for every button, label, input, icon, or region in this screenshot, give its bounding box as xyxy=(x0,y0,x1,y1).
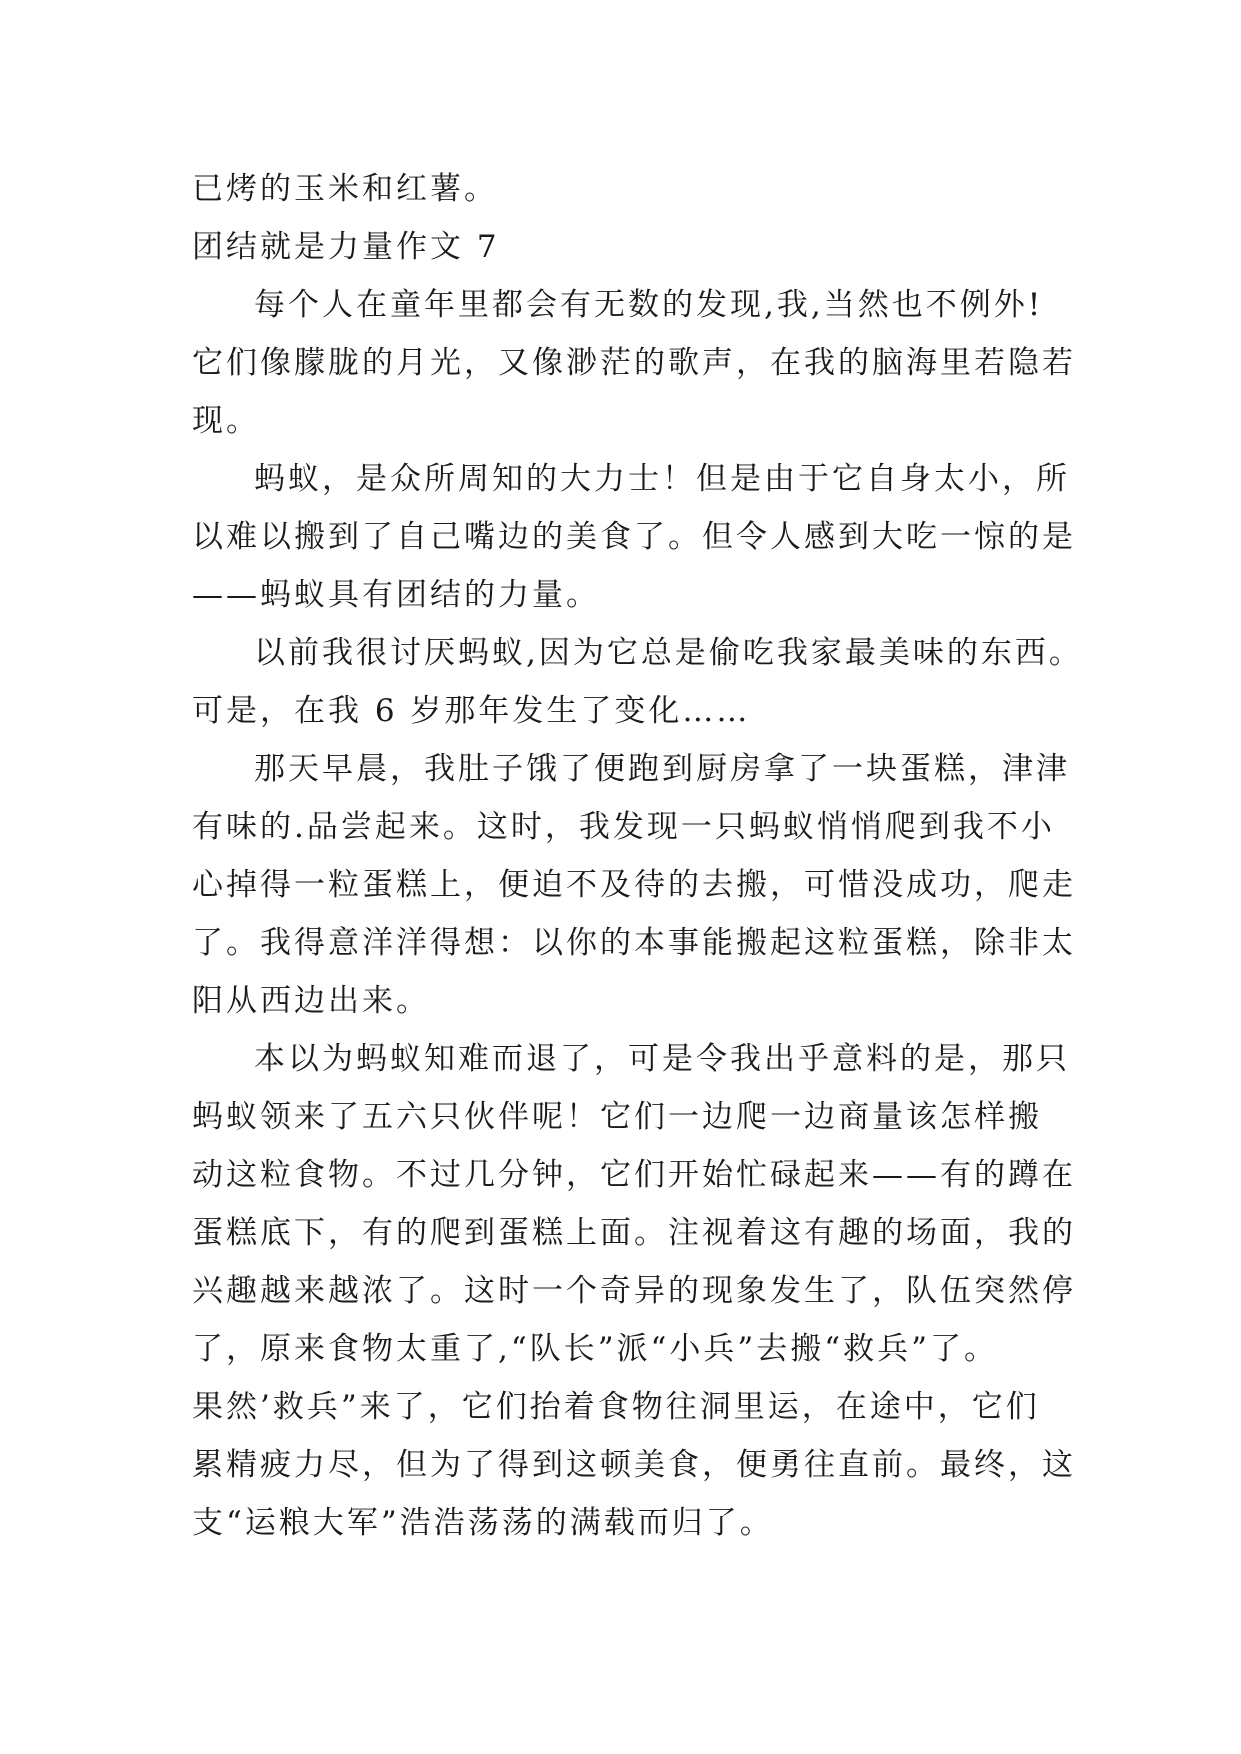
text-line: 可是，在我 6 岁那年发生了变化…… xyxy=(192,693,751,729)
text-line: 累精疲力尽，但为了得到这顿美食，便勇往直前。最终，这 xyxy=(192,1447,1076,1483)
text-line: 了，原来食物太重了,“队长”派“小兵”去搬“救兵”了。 xyxy=(192,1331,998,1367)
text-line: 兴趣越来越浓了。这时一个奇异的现象发生了，队伍突然停 xyxy=(192,1273,1076,1309)
text-line: 阳从西边出来。 xyxy=(192,983,430,1019)
text-line: 它们像朦胧的月光，又像渺茫的歌声，在我的脑海里若隐若 xyxy=(192,345,1076,381)
text-line: ——蚂蚁具有团结的力量。 xyxy=(192,577,600,613)
text-line: 支“运粮大军”浩浩荡荡的满载而归了。 xyxy=(192,1505,774,1541)
text-line: 以难以搬到了自己嘴边的美食了。但令人感到大吃一惊的是 xyxy=(192,519,1076,555)
text-line: 心掉得一粒蛋糕上，便迫不及待的去搬，可惜没成功，爬走 xyxy=(192,867,1076,903)
text-line: 已烤的玉米和红薯。 xyxy=(192,171,498,207)
text-line: 果然’救兵”来了，它们抬着食物往洞里运，在途中，它们 xyxy=(192,1389,1040,1425)
essay-title: 团结就是力量作文 7 xyxy=(192,229,500,265)
text-line: 本以为蚂蚁知难而退了，可是令我出乎意料的是，那只 xyxy=(254,1041,1070,1077)
text-line: 动这粒食物。不过几分钟，它们开始忙碌起来——有的蹲在 xyxy=(192,1157,1076,1193)
text-line: 蛋糕底下，有的爬到蛋糕上面。注视着这有趣的场面，我的 xyxy=(192,1215,1076,1251)
text-line: 蚂蚁领来了五六只伙伴呢！它们一边爬一边商量该怎样搬 xyxy=(192,1099,1042,1135)
text-line: 每个人在童年里都会有无数的发现,我,当然也不例外! xyxy=(254,287,1044,323)
text-line: 以前我很讨厌蚂蚁,因为它总是偷吃我家最美味的东西。 xyxy=(254,635,1083,671)
text-line: 了。我得意洋洋得想：以你的本事能搬起这粒蛋糕，除非太 xyxy=(192,925,1076,961)
text-line: 现。 xyxy=(192,403,260,439)
text-line: 那天早晨，我肚子饿了便跑到厨房拿了一块蛋糕，津津 xyxy=(254,751,1070,787)
text-line: 蚂蚁，是众所周知的大力士！但是由于它自身太小，所 xyxy=(254,461,1070,497)
text-line: 有味的.品尝起来。这时，我发现一只蚂蚁悄悄爬到我不小 xyxy=(192,809,1055,845)
document-body xyxy=(192,160,1083,1552)
